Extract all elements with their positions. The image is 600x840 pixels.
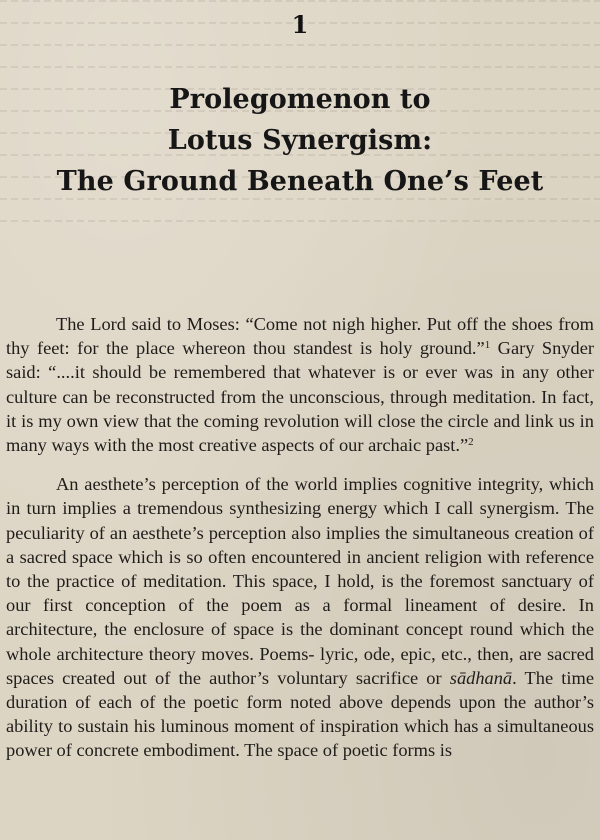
paragraph-moses-snyder [6,312,594,457]
footnote-ref-1: 1 [484,339,491,352]
paragraph-1-text-b: Gary Snyder said: “....it should be remembered that whatever is or ever was in any other culture can be reconstructed from the unconscious, through meditation. In fact, it is my own view that the coming revolution will close the circle and link us in many ways with the most creative aspects of our archaic past.” [6,338,594,456]
chapter-title-line-1: Prolegomenon to [169,84,431,115]
body-text [0,312,600,778]
sadhana-term: sādhanā [449,667,513,688]
paragraph-2-text-a: An aesthete’s perception of the world implies cognitive integrity, which in turn implies a tremendous synthesizing energy which I call synergism. The peculiarity of an aesthete’s perception also implies the simultaneous creation of a sacred space which is so often encountered in ancient religion with reference to the practice of meditation. This space, I hold, is the foremost sanctuary of our first conception of the poem as a formal lineament of desire. In architecture, the enclosure of space is the dominant concept round which the whole architecture theory moves. Poems- lyric, ode, epic, etc., then, are sacred spaces created out of the author’s voluntary sacrifice or [6,474,594,688]
paragraph-aesthete-perception [6,472,594,762]
paragraph-1-text-a: The Lord said to Moses: “Come not nigh higher. Put off the shoes from thy feet: for the place whereon thou standest is holy ground.” [6,314,594,359]
footnote-ref-2: 2 [468,436,474,449]
chapter-title-line-3: The Ground Beneath One’s Feet [56,166,544,197]
paragraph-2-text-b: . The time duration of each of the poetic form noted above depends upon the author’s ability to sustain his luminous moment of inspiration which has a simultaneous power of concrete embodiment. The space of poetic forms is [6,667,594,761]
chapter-title-line-2: Lotus Synergism: [167,125,433,156]
chapter-title [0,79,600,202]
chapter-number: 1 [291,10,309,39]
